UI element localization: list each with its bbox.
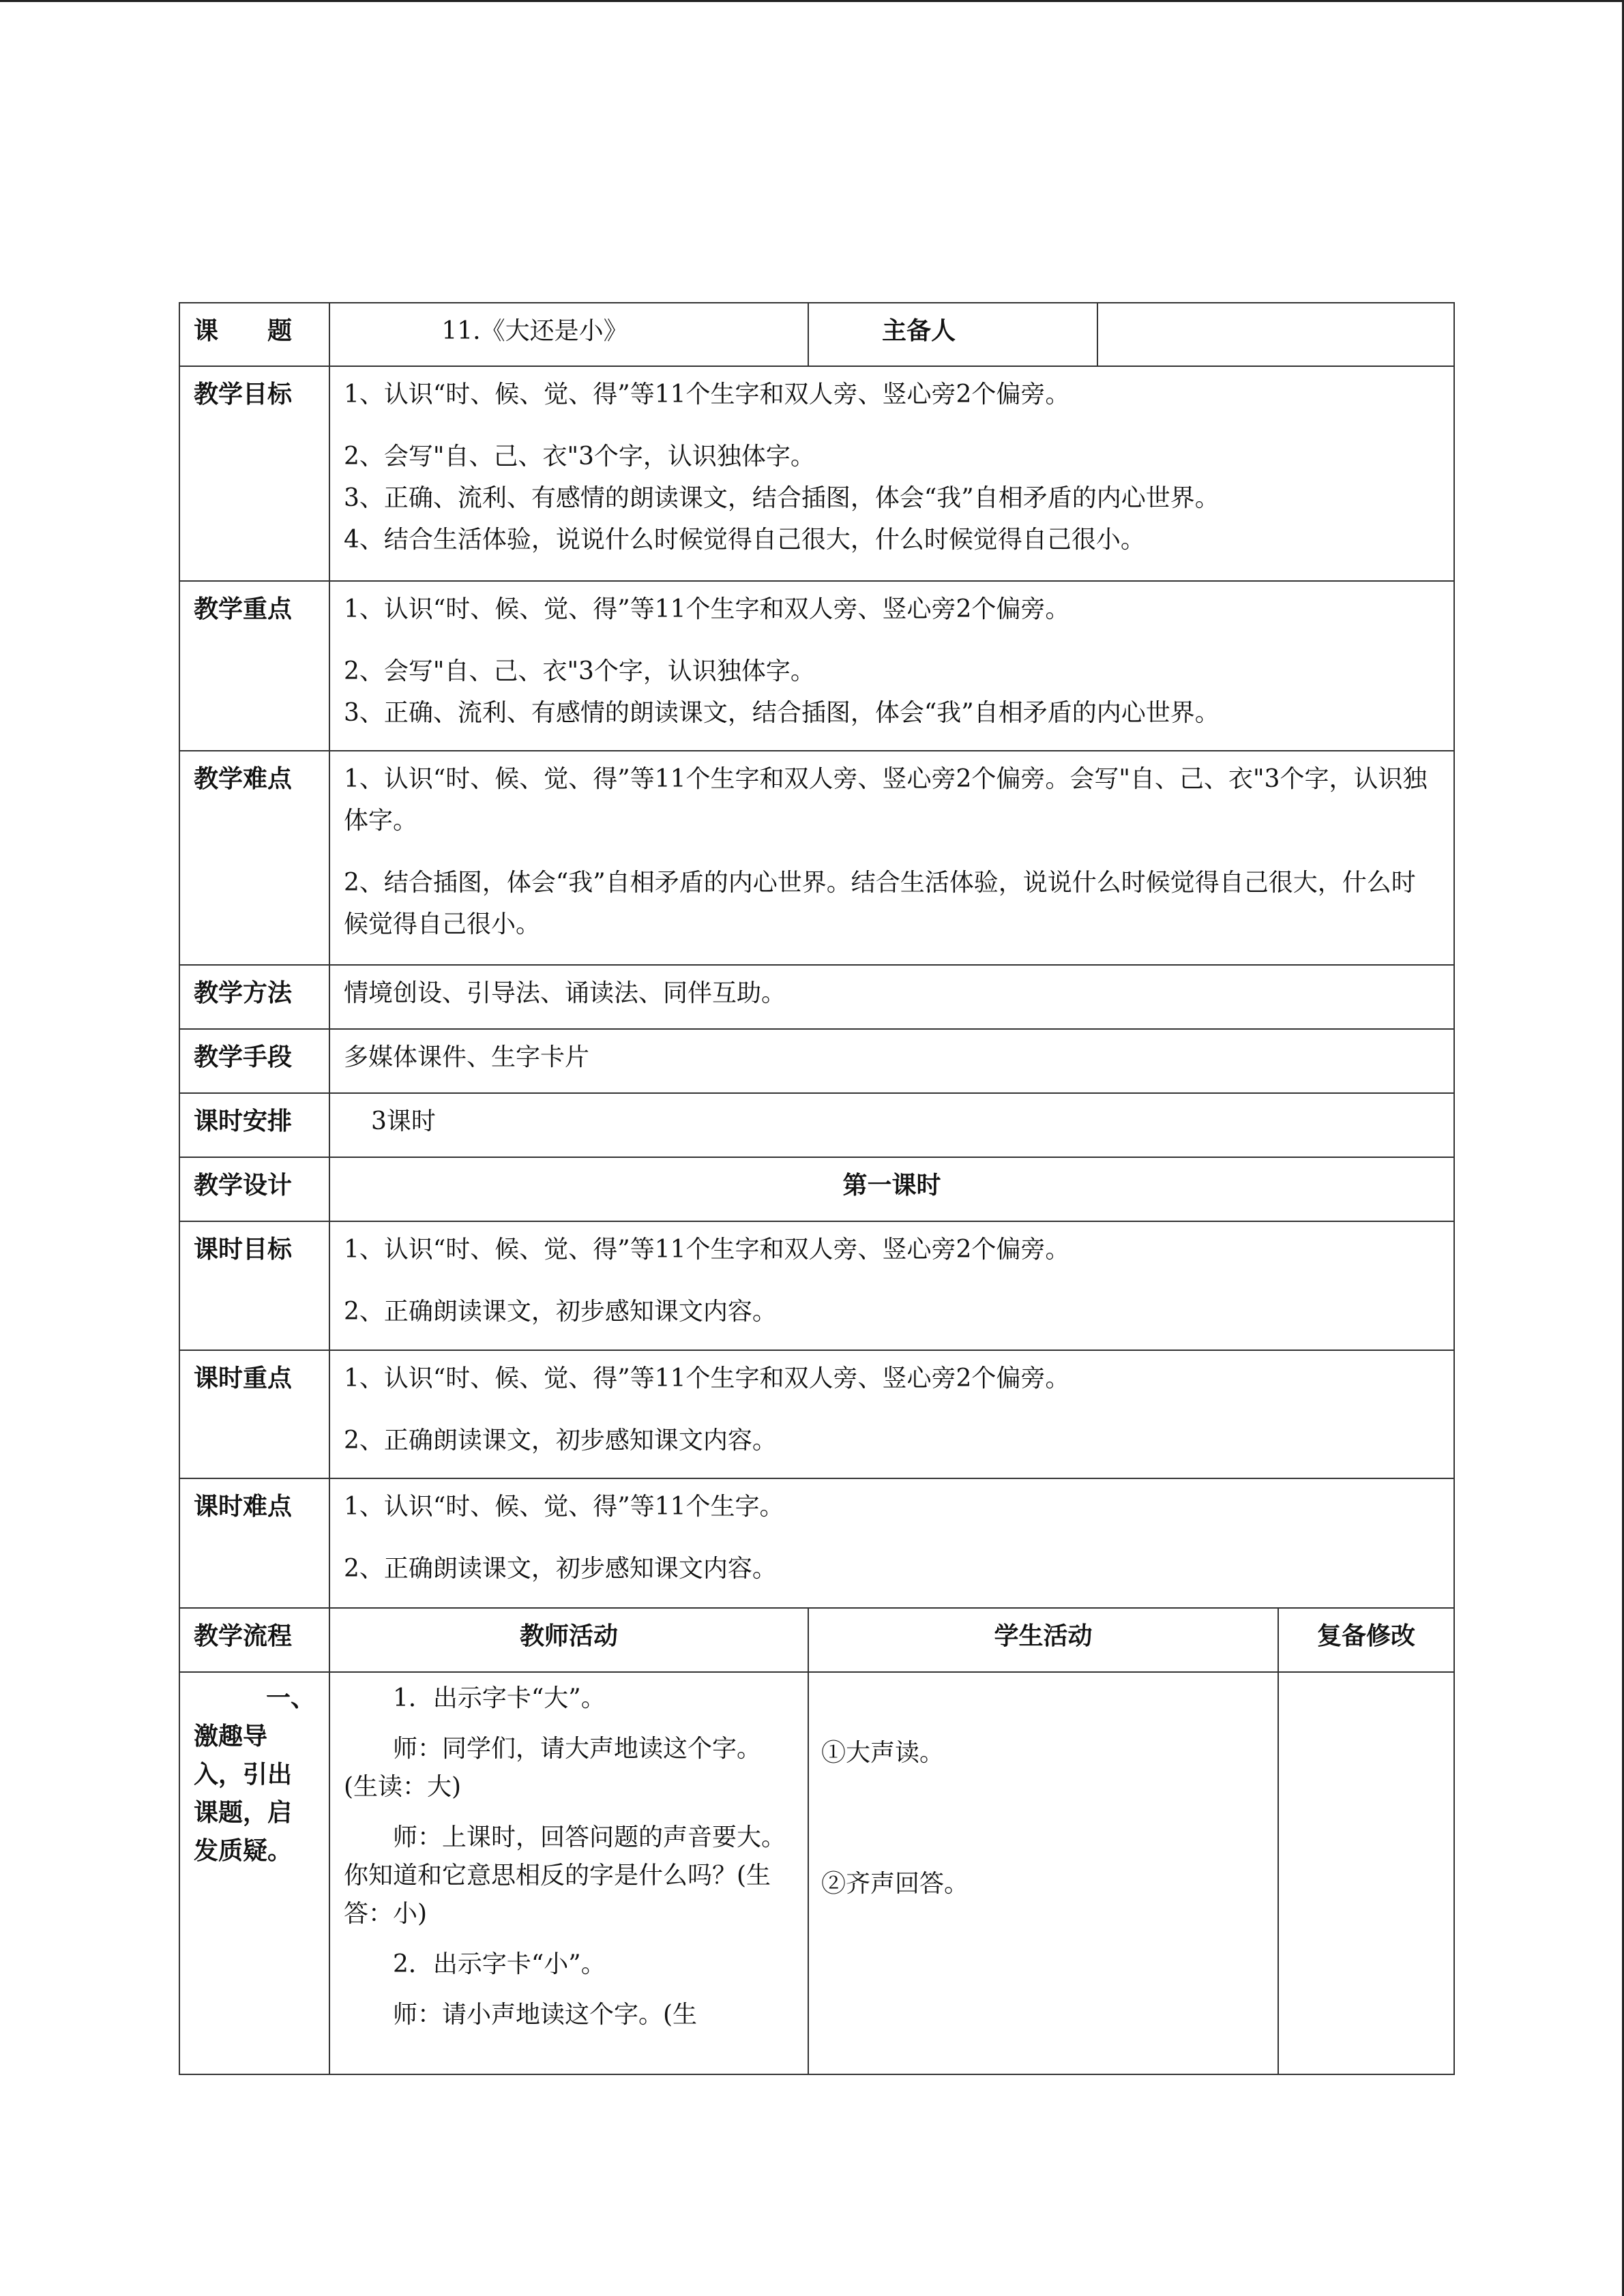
method-label: 教学方法 [179,965,329,1029]
method-value: 情境创设、引导法、诵读法、同伴互助。 [329,965,1454,1029]
goals-label: 教学目标 [179,366,329,581]
topic-label: 课 题 [179,303,329,366]
goals-row [179,366,1454,581]
preparer-value [1097,303,1454,366]
teacher-activity-line: 2．出示字卡“小”。 [393,1950,606,1978]
goals-line: 1、认识“时、候、觉、得”等11个生字和双人旁、竖心旁2个偏旁。 [344,381,1070,408]
flow-header: 教学流程 [179,1608,329,1672]
header-row [179,303,1454,366]
design-label: 教学设计 [179,1157,329,1221]
key-points-content [329,581,1454,751]
lesson-key-line: 1、认识“时、候、觉、得”等11个生字和双人旁、竖心旁2个偏旁。 [344,1365,1070,1392]
lesson-key-label: 课时重点 [179,1350,329,1478]
teacher-activity-line: 师：同学们，请大声地读这个字。(生读：大) [344,1735,762,1801]
page-top-border [0,0,1624,2]
means-label: 教学手段 [179,1029,329,1093]
teacher-activity-line: 1．出示字卡“大”。 [393,1684,606,1712]
lesson-difficult-line: 2、正确朗读课文，初步感知课文内容。 [344,1555,777,1583]
key-points-line: 2、会写"自、己、衣"3个字，认识独体字。 [344,657,815,685]
lesson-goals-content [329,1221,1454,1350]
student-activity-line: ①大声读。 [821,1739,945,1767]
student-activity-line: ②齐声回答。 [821,1870,969,1898]
teacher-header: 教师活动 [329,1608,808,1672]
stage-number: 一、 [265,1684,315,1712]
goals-content [329,366,1454,581]
lesson-goals-row [179,1221,1454,1350]
student-header: 学生活动 [808,1608,1278,1672]
schedule-value: 3课时 [329,1093,1454,1157]
method-row [179,965,1454,1029]
key-points-label: 教学重点 [179,581,329,751]
revise-cell [1278,1672,1454,2074]
lesson-goals-line: 2、正确朗读课文，初步感知课文内容。 [344,1298,777,1326]
lesson-key-content [329,1350,1454,1478]
student-activity-cell [808,1672,1278,2074]
teacher-activity-line: 师：上课时，回答问题的声音要大。你知道和它意思相反的字是什么吗？(生答：小) [344,1823,786,1928]
lesson-goals-label: 课时目标 [179,1221,329,1350]
process-row [179,1672,1454,2074]
goals-line: 3、正确、流利、有感情的朗读课文，结合插图，体会“我”自相矛盾的内心世界。 [344,484,1220,512]
difficulties-row [179,751,1454,965]
stage-cell [179,1672,329,2074]
difficulties-content [329,751,1454,965]
teacher-activity-line: 师：请小声地读这个字。(生 [393,2001,698,2029]
lesson-plan-table [179,302,1455,2075]
lesson-difficult-label: 课时难点 [179,1478,329,1608]
lesson-difficult-line: 1、认识“时、候、觉、得”等11个生字。 [344,1493,784,1521]
teacher-activity-cell [329,1672,808,2074]
lesson-goals-line: 1、认识“时、候、觉、得”等11个生字和双人旁、竖心旁2个偏旁。 [344,1236,1070,1264]
key-points-line: 1、认识“时、候、觉、得”等11个生字和双人旁、竖心旁2个偏旁。 [344,595,1070,623]
lesson-key-row [179,1350,1454,1478]
stage-title: 激趣导入，引出课题，启发质疑。 [194,1723,293,1865]
difficulties-line: 1、认识“时、候、觉、得”等11个生字和双人旁、竖心旁2个偏旁。会写"自、己、衣"3个字，认识独体字。 [344,765,1428,835]
goals-line: 4、结合生活体验，说说什么时候觉得自己很大，什么时候觉得自己很小。 [344,526,1145,554]
means-value: 多媒体课件、生字卡片 [329,1029,1454,1093]
design-row [179,1157,1454,1221]
design-value: 第一课时 [329,1157,1454,1221]
preparer-label: 主备人 [808,303,1097,366]
topic-value: 11.《大还是小》 [329,303,808,366]
goals-line: 2、会写"自、己、衣"3个字，认识独体字。 [344,443,815,471]
lesson-key-line: 2、正确朗读课文，初步感知课文内容。 [344,1427,777,1455]
key-points-row [179,581,1454,751]
schedule-row [179,1093,1454,1157]
difficulties-label: 教学难点 [179,751,329,965]
lesson-difficult-row [179,1478,1454,1608]
schedule-label: 课时安排 [179,1093,329,1157]
revise-header: 复备修改 [1278,1608,1454,1672]
process-header-row [179,1608,1454,1672]
difficulties-line: 2、结合插图，体会“我”自相矛盾的内心世界。结合生活体验，说说什么时候觉得自己很大，什么时候觉得自己很小。 [344,869,1416,938]
key-points-line: 3、正确、流利、有感情的朗读课文，结合插图，体会“我”自相矛盾的内心世界。 [344,699,1220,727]
means-row [179,1029,1454,1093]
lesson-difficult-content [329,1478,1454,1608]
